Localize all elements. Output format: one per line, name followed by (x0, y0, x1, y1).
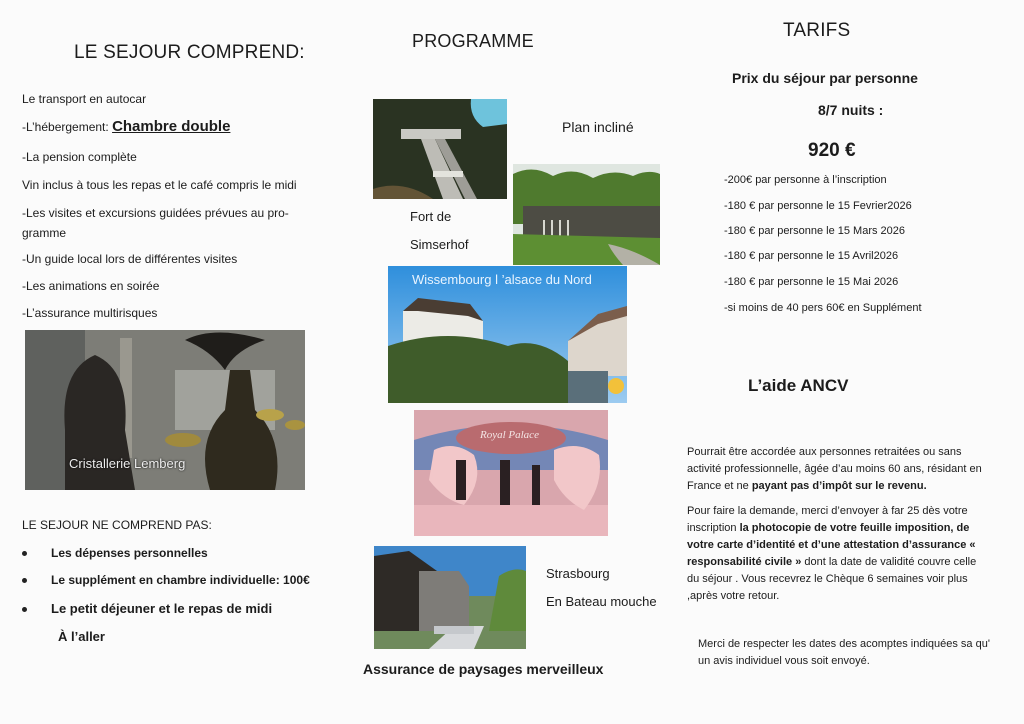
excluded-item-text: Le supplément en chambre individuelle: 100€ (51, 573, 310, 587)
excluded-title: LE SEJOUR NE COMPREND PAS: (22, 518, 212, 532)
excluded-item-text: Le petit déjeuner et le repas de midi (51, 601, 273, 616)
fort-simserhof-photo (513, 164, 660, 265)
plan-incline-label: Plan incliné (562, 119, 634, 135)
included-item: Vin inclus à tous les repas et le café compris le midi (22, 178, 297, 192)
tarifs-title: TARIFS (783, 20, 851, 41)
nights-label: 8/7 nuits : (818, 102, 884, 118)
fort-illustration (513, 164, 660, 265)
payment-item: -si moins de 40 pers 60€ en Supplément (724, 302, 922, 314)
included-item: -Un guide local lors de différentes visites (22, 252, 238, 266)
included-item: -Les animations en soirée (22, 279, 160, 293)
price-value: 920 € (808, 140, 856, 161)
bullet-icon (22, 578, 27, 583)
programme-footer: Assurance de paysages merveilleux (363, 661, 604, 677)
ancv-eligibility-paragraph (687, 444, 987, 495)
excluded-item (22, 601, 272, 616)
included-item: gramme (22, 226, 67, 240)
included-item: -La pension complète (22, 150, 137, 164)
ancv-request-paragraph (687, 503, 987, 605)
cristallerie-caption: Cristallerie Lemberg (69, 456, 186, 471)
programme-title: PROGRAMME (412, 31, 534, 51)
payment-item: -200€ par personne à l’inscription (724, 174, 887, 186)
room-type: Chambre double (112, 118, 231, 135)
strasbourg-illustration (374, 546, 526, 649)
payment-item: -180 € par personne le 15 Mars 2026 (724, 225, 906, 237)
wissembourg-photo (388, 266, 627, 403)
fort-label-line2: Simserhof (410, 237, 469, 252)
included-item: -L’assurance multirisques (22, 306, 158, 320)
wissembourg-caption: Wissembourg l ’alsace du Nord (412, 272, 592, 287)
royal-palace-caption: Royal Palace (480, 429, 539, 441)
bullet-icon (22, 607, 27, 612)
plan-incline-illustration (373, 99, 507, 199)
excluded-item-continuation: À l’aller (58, 629, 105, 644)
excluded-item (22, 573, 310, 587)
excluded-item-text: Les dépenses personnelles (51, 546, 208, 560)
strasbourg-photo (374, 546, 526, 649)
ancv-request-text-end: dont la date de validité couvre celle du séjour . Vous recevrez le Chèque 6 semaines voir plus ,après votre retour. (687, 556, 977, 602)
bateau-mouche-label: En Bateau mouche (546, 594, 657, 609)
ancv-eligibility-text: Pourrait être accordée aux personnes retraitées ou sans activité professionnelle, âgée d’au moins 60 ans, résidant en France et ne (687, 446, 982, 492)
plan-incline-photo (373, 99, 507, 199)
included-item-label: -L’hébergement: (22, 120, 113, 134)
included-item (22, 118, 230, 135)
deposit-reminder: Merci de respecter les dates des acomptes indiquées sa qu' un avis individuel vous soit envoyé. (698, 638, 990, 667)
ancv-eligibility-emphasis: payant pas d’impôt sur le revenu. (751, 480, 927, 492)
included-title: LE SEJOUR COMPREND: (74, 42, 305, 63)
bullet-icon (22, 551, 27, 556)
strasbourg-label: Strasbourg (546, 566, 610, 581)
excluded-item (22, 546, 208, 560)
fort-label-line1: Fort de (410, 209, 452, 224)
ancv-title: L’aide ANCV (748, 376, 849, 395)
price-label: Prix du séjour par personne (732, 70, 918, 86)
cristallerie-photo (25, 330, 305, 490)
payment-item: -180 € par personne le 15 Fevrier2026 (724, 200, 912, 212)
included-item: Le transport en autocar (22, 92, 147, 106)
included-item: -Les visites et excursions guidées prévues au pro- (22, 206, 289, 220)
payment-item: -180 € par personne le 15 Avril2026 (724, 250, 899, 262)
payment-item: -180 € par personne le 15 Mai 2026 (724, 276, 899, 288)
ancv-request-emphasis: la photocopie de votre feuille imposition, de votre carte d’identité et d’une attestation d’assurance « responsabilité civile » (687, 522, 976, 568)
royal-palace-photo (414, 410, 608, 536)
ancv-request-text: Pour faire la demande, merci d’envoyer à far 25 dès votre inscription (687, 505, 968, 534)
